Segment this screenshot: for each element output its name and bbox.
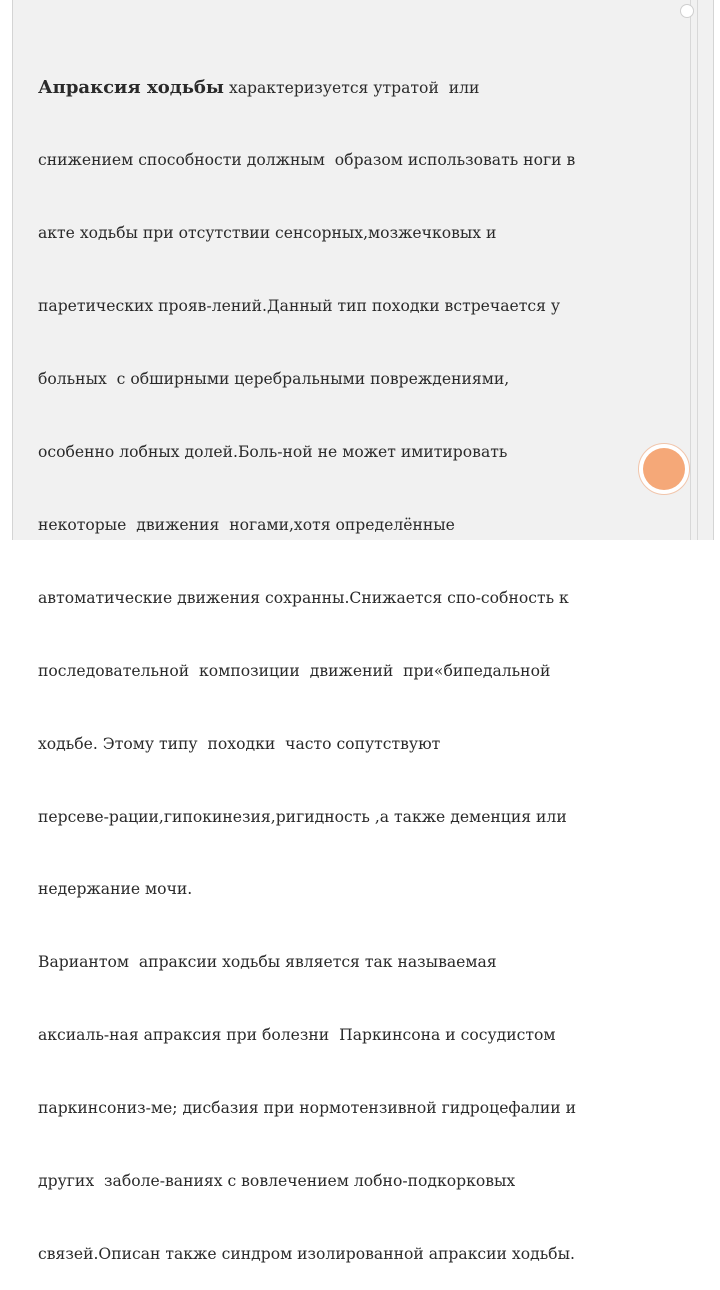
first-line-rest: характеризуется утратой или <box>228 78 480 97</box>
text-line: ходьбе. Этому типу походки часто сопутствуют <box>38 734 441 753</box>
text-line: Вариантом апраксии ходьбы является так называемая <box>38 953 497 972</box>
text-line: особенно лобных долей.Боль-ной не может имитировать <box>38 443 508 462</box>
decorative-rule-outer <box>697 0 698 540</box>
text-line: больных с обширными церебральными повреждениями, <box>38 370 510 389</box>
text-line: аксиаль-ная апраксия при болезни Паркинсона и сосудистом <box>38 1026 556 1045</box>
text-line: снижением способности должным образом использовать ноги в <box>38 151 576 170</box>
term-heading: Апраксия ходьбы <box>38 76 224 98</box>
accent-circle-icon <box>638 443 690 495</box>
slide-body-text <box>38 27 678 1290</box>
text-line: последовательной композиции движений при«бипедальной <box>38 661 551 680</box>
decorative-ring-icon <box>680 4 694 18</box>
text-line: связей.Описан также синдром изолированной апраксии ходьбы. <box>38 1244 575 1263</box>
text-line: паретических прояв-лений.Данный тип походки встречается у <box>38 297 561 316</box>
first-line <box>38 76 678 100</box>
text-line: недержание мочи. <box>38 880 193 899</box>
accent-circle-fill <box>643 448 685 490</box>
text-line: паркинсониз-ме; дисбазия при нормотензивной гидроцефалии и <box>38 1099 576 1118</box>
text-line: персеве-рации,гипокинезия,ригидность ,а также деменция или <box>38 807 567 826</box>
text-line: некоторые движения ногами,хотя определённые <box>38 515 455 534</box>
text-line: других заболе-ваниях с вовлечением лобно-подкорковых <box>38 1171 516 1190</box>
decorative-rule-inner <box>690 0 691 540</box>
text-line: акте ходьбы при отсутствии сенсорных,мозжечковых и <box>38 224 497 243</box>
text-line: автоматические движения сохранны.Снижается спо-собность к <box>38 588 569 607</box>
